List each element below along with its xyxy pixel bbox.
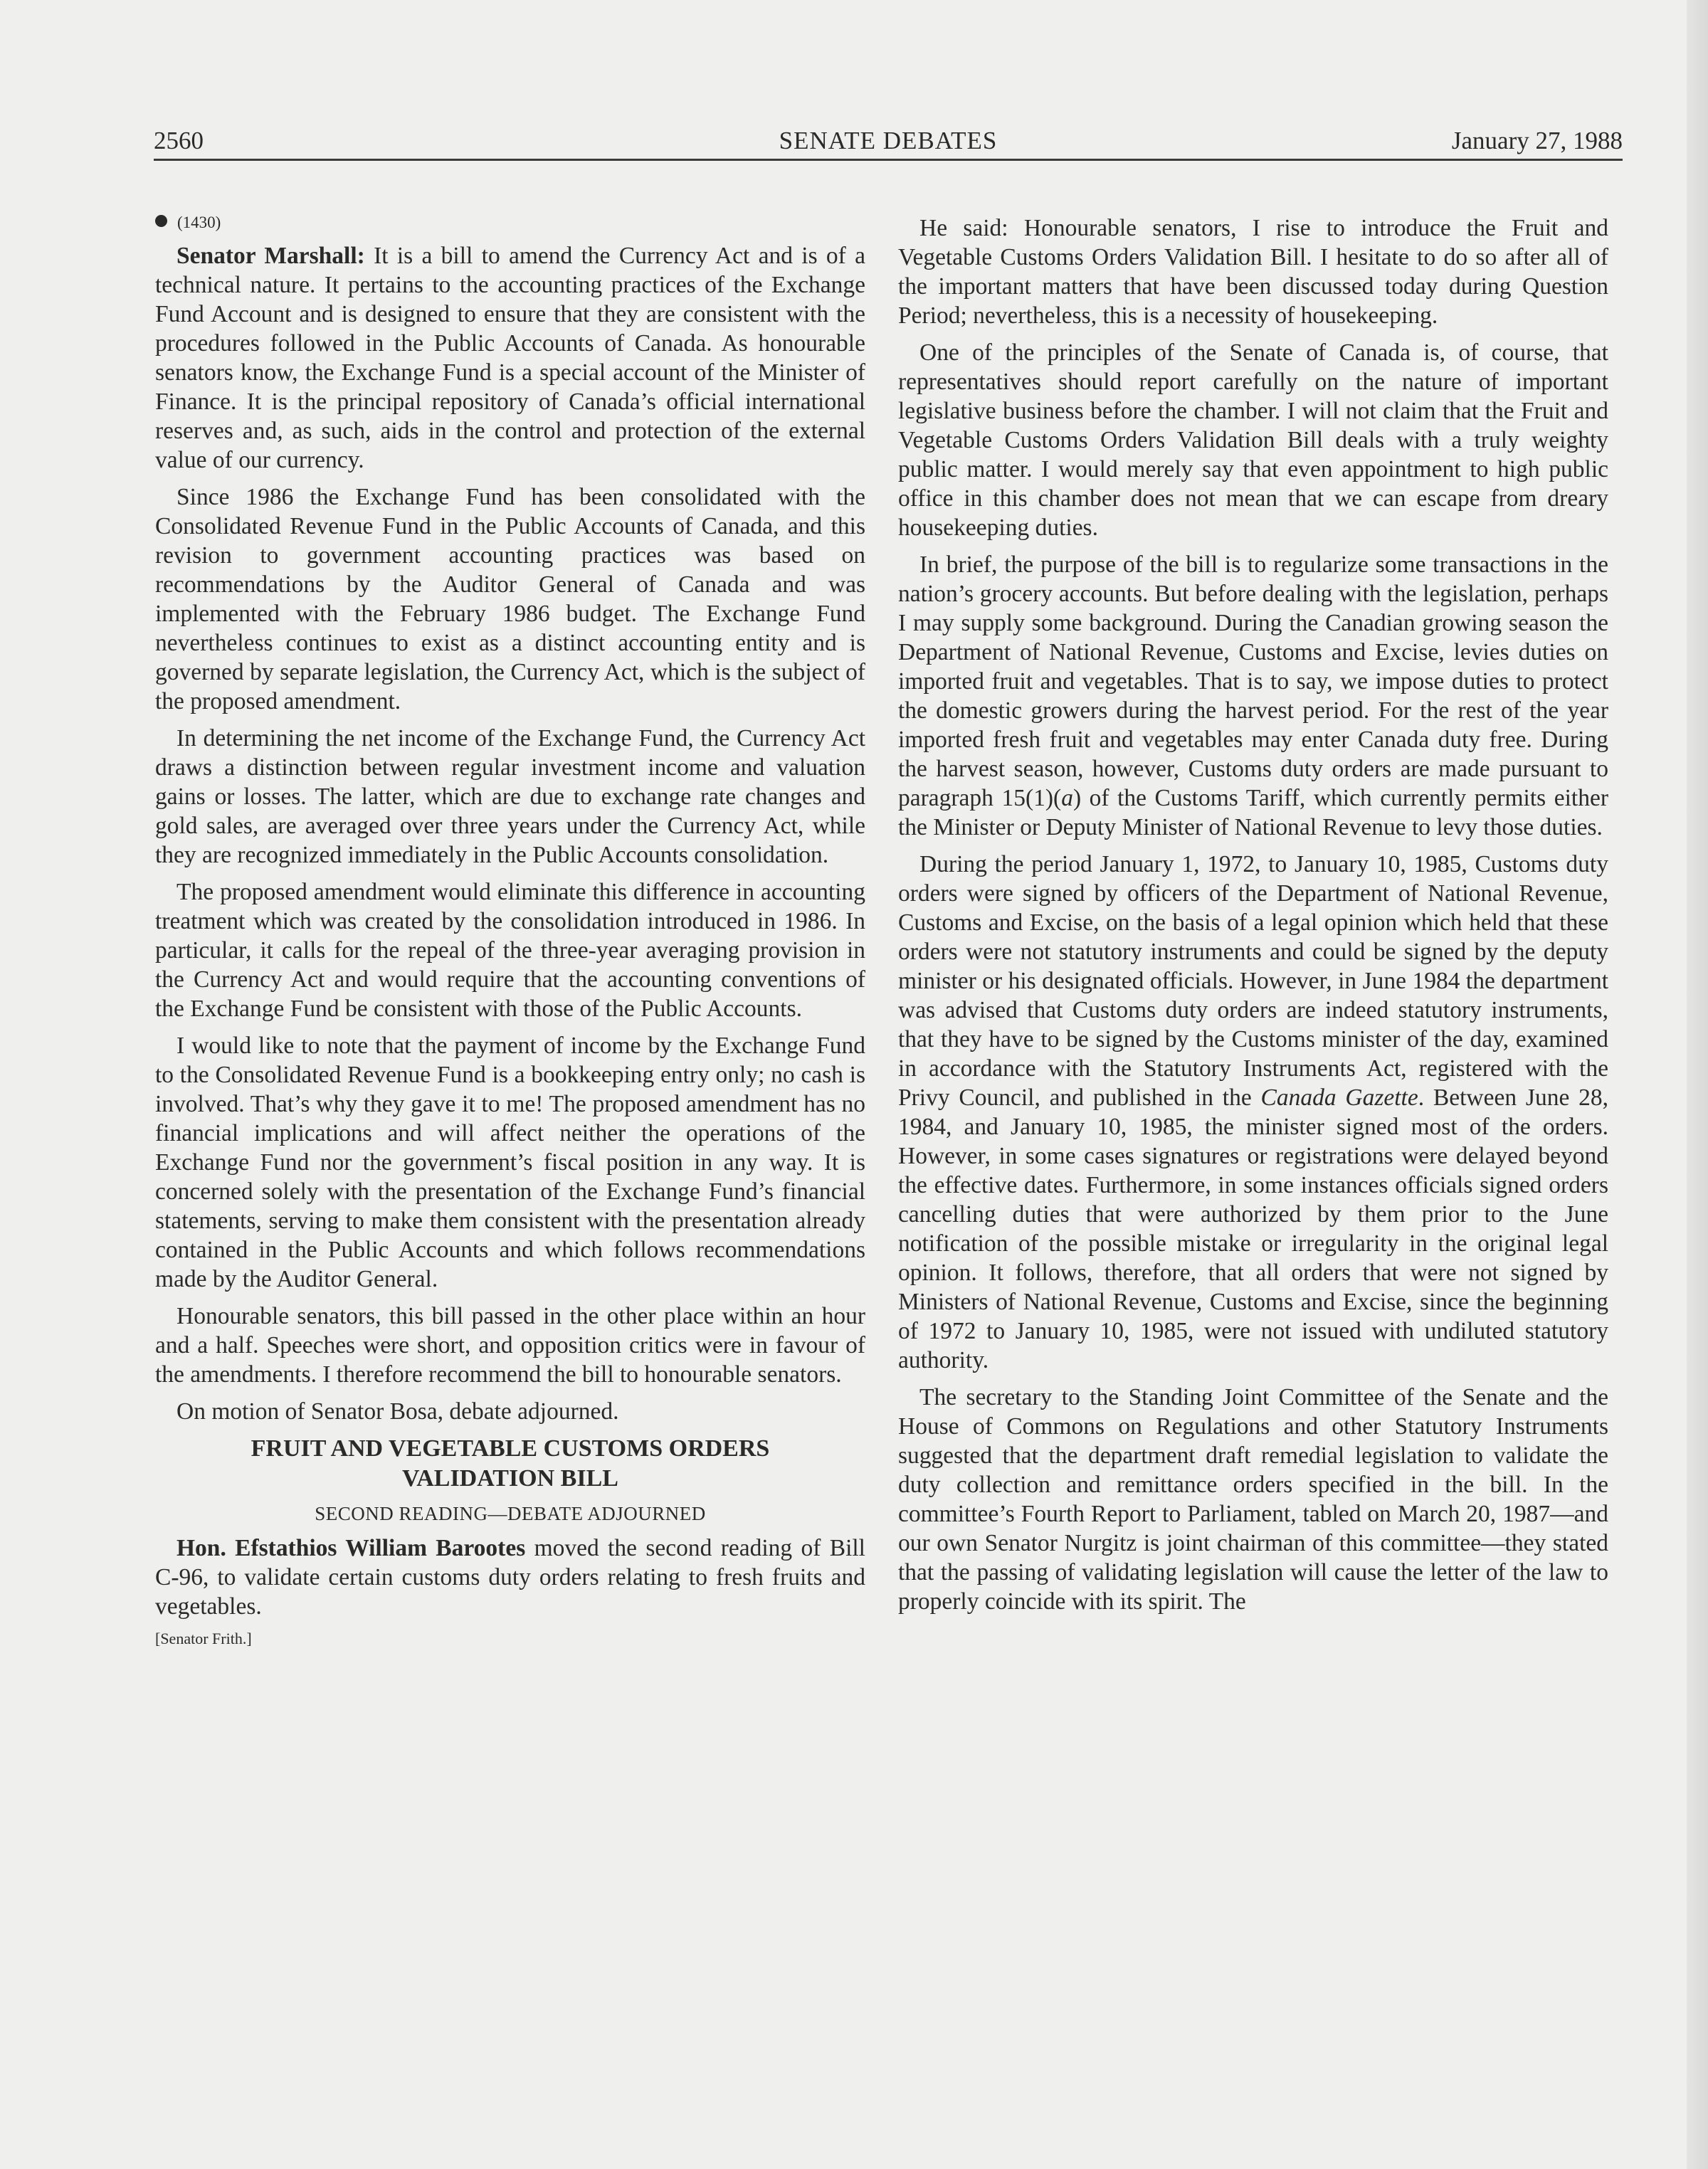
paragraph-text: . Between June 28, 1984, and January 10, 1985, the minister signed most of the orders. However, in some cases signatures or registrations were delayed beyond the effective dates. Furthermore, in some instances officials signed orders cancelling duties that were authorized by them prior to the June notification of the possible mistake or irregularity in the original legal opinion. It follows, therefore, that all orders that were not signed by Ministers of National Revenue, Customs and Excise, since the beginning of 1972 to January 10, 1985, were not issued with undiluted statutory authority. bbox=[898, 1084, 1609, 1373]
italic-text: a bbox=[1061, 785, 1073, 811]
section-subheading: SECOND READING—DEBATE ADJOURNED bbox=[315, 1503, 706, 1524]
paragraph-text: During the period January 1, 1972, to January 10, 1985, Customs duty orders were signed by officers of the Department of National Revenue, Customs and Excise, on the basis of a legal opinion which held that these orders were not statutory instruments and could be signed by the deputy minister or his designated officials. However, in June 1984 the department was advised that Customs duty orders are indeed statutory instruments, that they have to be signed by the Customs minister of the day, examined in accordance with the Statutory Instruments Act, registered with the Privy Council, and published in the bbox=[898, 851, 1608, 1111]
publication-title: SENATE DEBATES bbox=[779, 127, 998, 154]
section-heading bbox=[155, 1434, 865, 1494]
section-heading-line-2: VALIDATION BILL bbox=[402, 1465, 618, 1492]
paragraph: The secretary to the Standing Joint Committee of the Senate and the House of Commons on Regulations and other Statutory Instruments suggested that the department draft remedial legislation to validate the duty collection and remittance orders specified in the bill. In the committee’s Fourth Report to Parliament, tabled on March 20, 1987—and our own Senator Nurgitz is joint chairman of this committee—they stated that the passing of validating legislation will cause the letter of the law to properly coincide with its spirit. The bbox=[898, 1384, 1608, 1615]
italic-text: Canada Gazette bbox=[1260, 1084, 1418, 1111]
page-header bbox=[154, 125, 1623, 159]
speaker-name: Hon. Efstathios William Barootes bbox=[176, 1535, 526, 1561]
page-number: 2560 bbox=[154, 127, 204, 154]
footer-note: [Senator Frith.] bbox=[155, 1630, 252, 1647]
paragraph: He said: Honourable senators, I rise to introduce the Fruit and Vegetable Customs Orders Validation Bill. I hesitate to do so after all of the important matters that have been discussed today during Question Period; nevertheless, this is a necessity of housekeeping. bbox=[898, 215, 1608, 329]
left-column bbox=[155, 212, 865, 1657]
timestamp-marker bbox=[155, 212, 865, 233]
paragraph-text: In brief, the purpose of the bill is to regularize some transactions in the nation’s grocery accounts. But before dealing with the legislation, perhaps I may supply some background. During the Canadian growing season the Department of National Revenue, Customs and Excise, levies duties on imported fruit and vegetables. That is to say, we impose duties to protect the domestic growers during the harvest period. For the rest of the year imported fresh fruit and vegetables may enter Canada duty free. During the harvest season, however, Customs duty orders are made pursuant to paragraph 15(1)( bbox=[898, 552, 1608, 811]
paragraph-text: It is a bill to amend the Currency Act and is of a technical nature. It pertains to the accounting practices of the Exchange Fund Account and is designed to ensure that they are consistent with the procedures followed in the Public Accounts of Canada. As honourable senators know, the Exchange Fund is a special account of the Minister of Finance. It is the principal repository of Canada’s official international reserves and, as such, aids in the control and protection of the external value of our currency. bbox=[155, 243, 865, 473]
paragraph: The proposed amendment would eliminate this difference in accounting treatment which was created by the consolidation introduced in 1986. In particular, it calls for the repeal of the three-year averaging provision in the Currency Act and would require that the accounting conventions of the Exchange Fund be consistent with those of the Public Accounts. bbox=[155, 879, 865, 1022]
timestamp: (1430) bbox=[177, 213, 221, 231]
paragraph-text: moved the second reading of Bill C-96, to validate certain customs duty orders relating to fresh fruits and vegetables. bbox=[155, 1535, 865, 1620]
paragraph bbox=[155, 1534, 865, 1621]
section-heading-line-1: FRUIT AND VEGETABLE CUSTOMS ORDERS bbox=[251, 1435, 770, 1462]
paragraph: In determining the net income of the Exchange Fund, the Currency Act draws a distinction between regular investment income and valuation gains or losses. The latter, which are due to exchange rate changes and gold sales, are averaged over three years under the Currency Act, while they are recognized immediately in the Public Accounts consolidation. bbox=[155, 725, 865, 868]
paragraph: One of the principles of the Senate of Canada is, of course, that representatives should report carefully on the nature of important legislative business before the chamber. I will not claim that the Fruit and Vegetable Customs Orders Validation Bill deals with a truly weighty public matter. I would merely say that even appointment to high public office in this chamber does not mean that we can escape from dreary housekeeping duties. bbox=[898, 339, 1608, 541]
speaker-name: Senator Marshall: bbox=[176, 243, 365, 269]
header-rule bbox=[154, 159, 1623, 161]
bullet-dot-icon bbox=[155, 215, 167, 227]
right-column bbox=[898, 213, 1608, 1624]
paragraph-text: ) of the Customs Tariff, which currently permits either the Minister or Deputy Minister of National Revenue to levy those duties. bbox=[898, 785, 1608, 840]
paragraph bbox=[898, 850, 1608, 1375]
page-edge-shadow bbox=[1687, 0, 1708, 2169]
paragraph: Honourable senators, this bill passed in the other place within an hour and a half. Speeches were short, and opposition critics were in favour of the amendments. I therefore recommend the bill to honourable senators. bbox=[155, 1303, 865, 1388]
paragraph bbox=[155, 241, 865, 475]
paragraph: I would like to note that the payment of income by the Exchange Fund to the Consolidated Revenue Fund is a bookkeeping entry only; no cash is involved. That’s why they gave it to me! The proposed amendment has no financial implications and will affect neither the operations of the Exchange Fund nor the government’s fiscal position in any way. It is concerned solely with the presentation of the Exchange Fund’s financial statements, serving to make them consistent with the presentation already contained in the Public Accounts and which follows recommendations made by the Auditor General. bbox=[155, 1033, 865, 1292]
paragraph: Since 1986 the Exchange Fund has been consolidated with the Consolidated Revenue Fund in the Public Accounts of Canada, and this revision to government accounting practices was based on recommendations by the Auditor General of Canada and was implemented with the February 1986 budget. The Exchange Fund nevertheless continues to exist as a distinct accounting entity and is governed by separate legislation, the Currency Act, which is the subject of the proposed amendment. bbox=[155, 484, 865, 714]
paragraph: On motion of Senator Bosa, debate adjourned. bbox=[176, 1398, 619, 1425]
header-date: January 27, 1988 bbox=[1451, 127, 1623, 154]
paragraph bbox=[898, 550, 1608, 842]
